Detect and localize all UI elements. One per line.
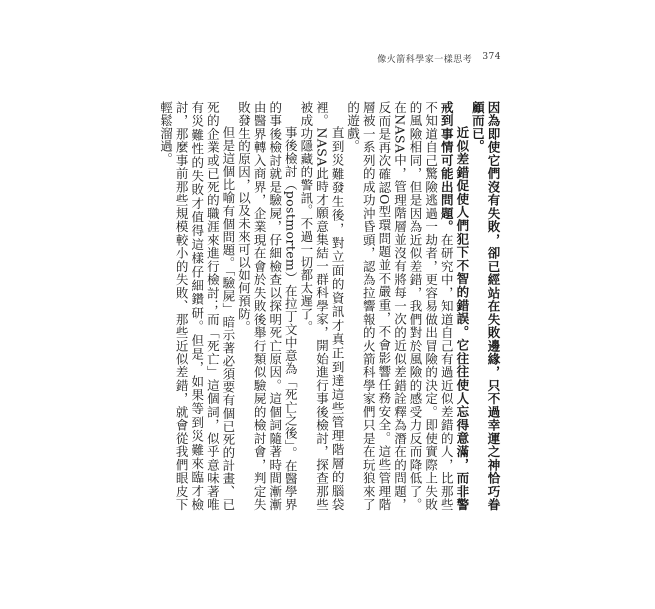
page-number: 374: [482, 52, 501, 62]
paragraph-text-bold: 近似差錯促使人們犯下不智的錯誤。它往往使人忘得意滿，而非警戒到事情可能出問題。: [439, 101, 470, 511]
running-header: [377, 52, 501, 65]
body-text: [158, 101, 501, 512]
paragraph: [470, 101, 501, 511]
paragraph: [298, 101, 345, 511]
book-title: 像火箭科學家一樣思考: [377, 55, 473, 65]
paragraph-text: 事後檢討（postmortem）在拉丁文中意為「死亡之後」。在醫學界的事後檢討就是驗屍，仔細檢查以探明死亡原因。這個詞隨著時間漸漸由醫界轉入商界，企業現在會於失敗後舉行類似驗屍的檢討會，判定失敗發生的原因，以及未來可以如何預防。: [236, 101, 299, 511]
paragraph: [158, 101, 236, 511]
paragraph-text: 因為即使它們沒有失敗，卻已經站在失敗邊緣，只不過幸運之神恰巧眷顧而已。: [470, 101, 501, 511]
paragraph-text: 但是這個比喻有個問題。「驗屍」暗示著必須要有個已死的計畫、已死的企業或已死的職涯來進行檢討；而「死亡」這個詞，似乎意味著唯有災難性的失敗才值得這樣仔細鑽研。但是，如果等到災難來臨才檢討，那麼事前那些規模較小的失敗、那些近似差錯，就會從我們眼皮下輕鬆溜過。: [158, 101, 236, 511]
paragraph: [345, 101, 470, 511]
paragraph-text: 直到災難發生後，對立面的資訊才真正到達這些管理階層的腦袋裡。NASA此時才願意集結一群科學家，開始進行事後檢討，探查那些被成功隱藏的警訊。不過一切都太遲了。: [298, 101, 346, 511]
paragraph: [236, 101, 298, 511]
paragraph-text: 在研究中，知道自己有過近似差錯的人，比那些不知道自己驚險逃過一劫者，更容易做出冒險的決定。即使實際上失敗的風險相同，但是因為近似差錯，我們對於風險的感受力反而降低了。在NASA中，管理階層並沒有將每一次的近似差錯詮釋為潛在的問題，反而是再次確認O型環問題並不嚴重，不會影響任務安全。這些管理階層被一系列的成功沖昏頭，認為拉響報的火箭科學家們只是在玩狼來了的遊戲。: [345, 101, 455, 512]
